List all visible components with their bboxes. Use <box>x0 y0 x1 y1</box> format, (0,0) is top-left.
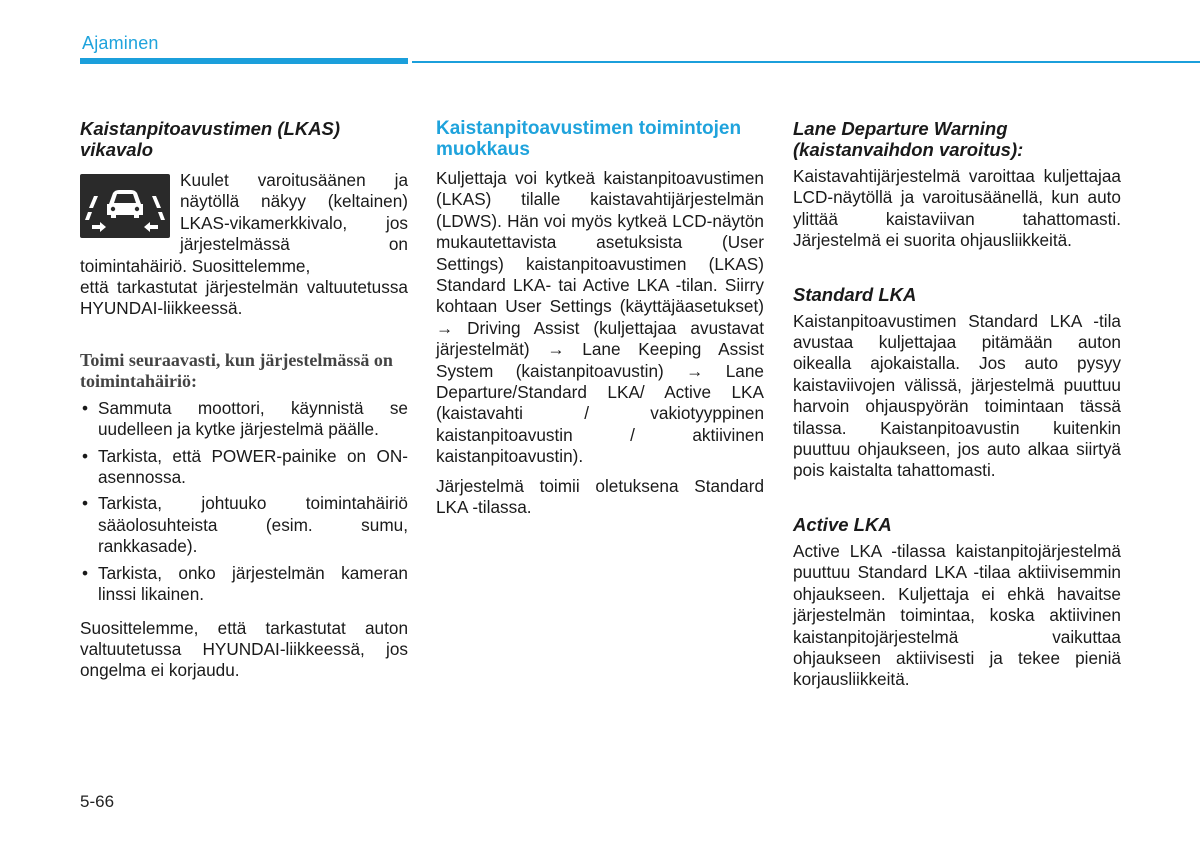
malfunction-steps-list <box>80 398 408 606</box>
header-rule-thin <box>412 61 1200 63</box>
column-left <box>80 118 408 682</box>
malfunction-steps-heading: Toimi seuraavasti, kun järjestelmässä on toimintahäiriö: <box>80 349 393 391</box>
standard-lka-text: Kaistanpitoavustimen Standard LKA -tila avustaa kuljettajaa pitämään auton oikealla ajokaistalla. Jos auto pysyy kaistaviivojen välissä, järjestelmä puuttuu harvoin ohjauspyörän toimintaan tässä tilassa. Kaistanpitoavustin kuitenkin puuttuu ohjaukseen, jos auto alkaa siirtyä pois kaistalta tahattomasti. <box>793 310 1121 481</box>
header-rule-thick <box>80 58 408 64</box>
lkas-malfunction-heading: Kaistanpitoavustimen (LKAS) vikavalo <box>80 118 341 160</box>
lkas-intro-text: Kuulet varoitusäänen ja näytöllä näkyy (keltainen) LKAS-vikamerkkivalo, jos järjestelmässä on toimintahäiriö. Suosittelemme, <box>80 170 408 276</box>
column-middle <box>436 118 764 519</box>
column-right <box>793 118 1121 691</box>
active-lka-heading: Active LKA <box>793 513 892 535</box>
list-item: • Sammuta moottori, käynnistä se uudelleen ja kytke järjestelmä päälle. <box>80 398 408 441</box>
lkas-malfunction-icon <box>80 174 170 238</box>
list-item: • Tarkista, että POWER-painike on ON-asennossa. <box>80 446 408 489</box>
car-lane-icon <box>80 174 170 238</box>
lkas-intro-continued: että tarkastutat järjestelmän valtuutetussa HYUNDAI-liikkeessä. <box>80 277 408 319</box>
default-mode-text: Järjestelmä toimii oletuksena Standard LKA -tilassa. <box>436 475 764 518</box>
settings-text: Kuljettaja voi kytkeä kaistanpitoavustimen (LKAS) tilalle kaistavahtijärjestelmän (LDWS). Hän voi myös kytkeä LCD-näytön mukautettavista asetuksista (User Settings) kaistanpitoavustimen (LKAS) Standard LKA- tai Active LKA -tilan. Siirry kohtaan User Settings (käyttäjäasetukset) → Driving Assist (kuljettajaa avustavat järjestelmät) → Lane Keeping Assist System (kaistanpitoavustin) → Lane Departure/Standard LKA/ Active LKA (kaistavahti / vakiotyyppinen kaistanpitoavustin / aktiivinen kaistanpitoavustin). <box>436 168 764 467</box>
list-item: • Tarkista, johtuuko toimintahäiriö sääolosuhteista (esim. sumu, rankkasade). <box>80 493 408 557</box>
settings-heading: Kaistanpitoavustimen toimintojen muokkaus <box>436 118 742 160</box>
closing-text: Suosittelemme, että tarkastutat auton valtuutetussa HYUNDAI-liikkeessä, jos ongelma ei korjaudu. <box>80 617 408 681</box>
list-item: • Tarkista, onko järjestelmän kameran linssi likainen. <box>80 563 408 606</box>
ldw-text: Kaistavahtijärjestelmä varoittaa kuljettajaa LCD-näytöllä ja varoitusäänellä, kun auto ylittää kaistaviivan tahattomasti. Järjestelmä ei suorita ohjausliikkeitä. <box>793 166 1121 251</box>
active-lka-text: Active LKA -tilassa kaistanpitojärjestelmä puuttuu Standard LKA -tilaa aktiivisemmin ohjaukseen. Kuljettaja ei ehkä havaitse järjestelmän toimintaa, koska aktiivinen kaistanpitojärjestelmä vaikuttaa ohjaukseen aktiivisesti ja tekee pieniä korjausliikkeitä. <box>793 540 1121 690</box>
page-number: 5-66 <box>80 792 115 811</box>
ldw-heading: Lane Departure Warning (kaistanvaihdon varoitus): <box>793 118 1024 160</box>
standard-lka-heading: Standard LKA <box>793 283 917 305</box>
section-title: Ajaminen <box>82 33 159 53</box>
